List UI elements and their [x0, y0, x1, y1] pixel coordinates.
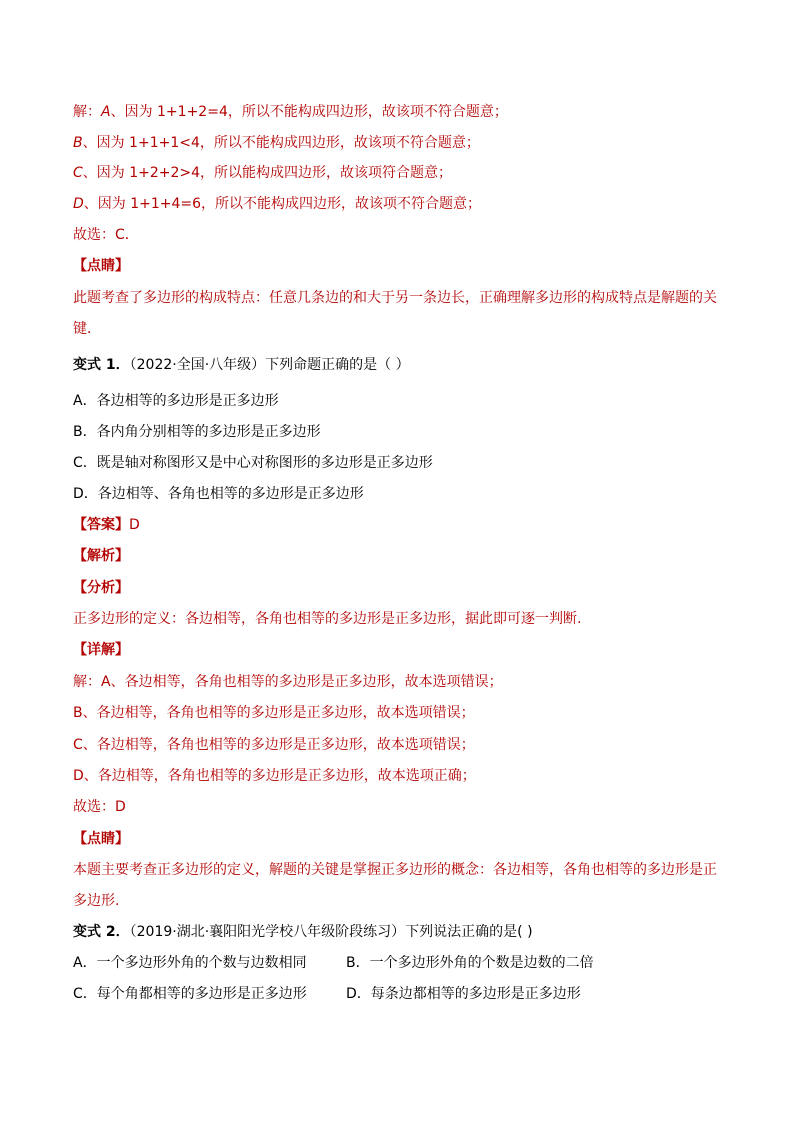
variant2-label: 变式 2． [73, 924, 130, 940]
variant2-question [73, 922, 533, 942]
variant1-label: 变式 1． [73, 357, 130, 373]
solution-prefix: 解： [73, 104, 101, 120]
option-label-a: A [101, 104, 111, 120]
variant1-question [73, 355, 410, 375]
answer-value: D [129, 517, 140, 533]
variant1-option-a: A．各边相等的多边形是正多边形 [73, 393, 279, 409]
variant1-dianjing-heading: 【点睛】 [73, 831, 129, 847]
variant1-option-d: D．各边相等、各角也相等的多边形是正多边形 [73, 486, 364, 502]
variant1-option-c: C．既是轴对称图形又是中心对称图形的多边形是正多边形 [73, 455, 433, 471]
solution-choice: 故选：C． [73, 227, 139, 243]
variant1-dianjing-line2: 多边形. [73, 893, 120, 909]
variant2-option-b: B．一个多边形外角的个数是边数的二倍 [346, 955, 594, 971]
variant2-option-d: D．每条边都相等的多边形是正多边形 [346, 986, 581, 1002]
jiexi-heading: 【解析】 [73, 548, 129, 564]
solution-text-c: 、因为 1+2+2>4，所以能构成四边形，故该项符合题意； [82, 165, 453, 181]
variant2-question-text: （2019·湖北·襄阳阳光学校八年级阶段练习）下列说法正确的是( ) [129, 924, 533, 940]
solution-line-c [73, 163, 452, 183]
answer-heading: 【答案】 [73, 517, 129, 533]
dianjing-heading: 【点睛】 [73, 258, 129, 274]
variant2-option-a: A．一个多边形外角的个数与边数相同 [73, 955, 307, 971]
variant2-options-row1 [73, 953, 713, 973]
solution-text-d: 、因为 1+1+4=6，所以不能构成四边形，故该项不符合题意； [83, 196, 482, 212]
xiangjie-line-d: D、各边相等，各角也相等的多边形是正多边形，故本选项正确； [73, 768, 476, 784]
variant1-choice: 故选：D [73, 799, 126, 815]
dianjing-text-line2: 键． [73, 321, 101, 337]
solution-line-d [73, 194, 481, 214]
solution-text-a: 、因为 1+1+2=4，所以不能构成四边形，故该项不符合题意； [110, 104, 508, 120]
variant1-dianjing-line1: 本题主要考查正多边形的定义，解题的关键是掌握正多边形的概念：各边相等，各角也相等的多边形是正 [73, 862, 717, 878]
option-label-c: C [73, 165, 83, 181]
variant2-option-c: C．每个角都相等的多边形是正多边形 [73, 986, 307, 1002]
xiangjie-line-a: 解：A、各边相等，各角也相等的多边形是正多边形，故本选项错误； [73, 674, 503, 690]
fenxi-heading: 【分析】 [73, 580, 129, 596]
solution-text-b: 、因为 1+1+1<4，所以不能构成四边形，故该项不符合题意； [82, 135, 480, 151]
xiangjie-heading: 【详解】 [73, 642, 129, 658]
fenxi-text: 正多边形的定义：各边相等，各角也相等的多边形是正多边形，据此即可逐一判断. [73, 611, 582, 627]
xiangjie-line-c: C、各边相等，各角也相等的多边形是正多边形，故本选项错误； [73, 737, 475, 753]
solution-line-a [73, 102, 508, 122]
solution-line-b [73, 133, 480, 153]
variant1-question-text: （2022·全国·八年级）下列命题正确的是（ ） [129, 357, 410, 373]
dianjing-text-line1: 此题考查了多边形的构成特点：任意几条边的和大于另一条边长，正确理解多边形的构成特点是解题的关 [73, 290, 717, 306]
option-label-d: D [73, 196, 84, 212]
xiangjie-line-b: B、各边相等，各角也相等的多边形是正多边形，故本选项错误； [73, 705, 475, 721]
variant1-option-b: B．各内角分别相等的多边形是正多边形 [73, 424, 321, 440]
variant2-options-row2 [73, 984, 713, 1004]
option-label-b: B [73, 135, 83, 151]
answer-line [73, 515, 140, 535]
